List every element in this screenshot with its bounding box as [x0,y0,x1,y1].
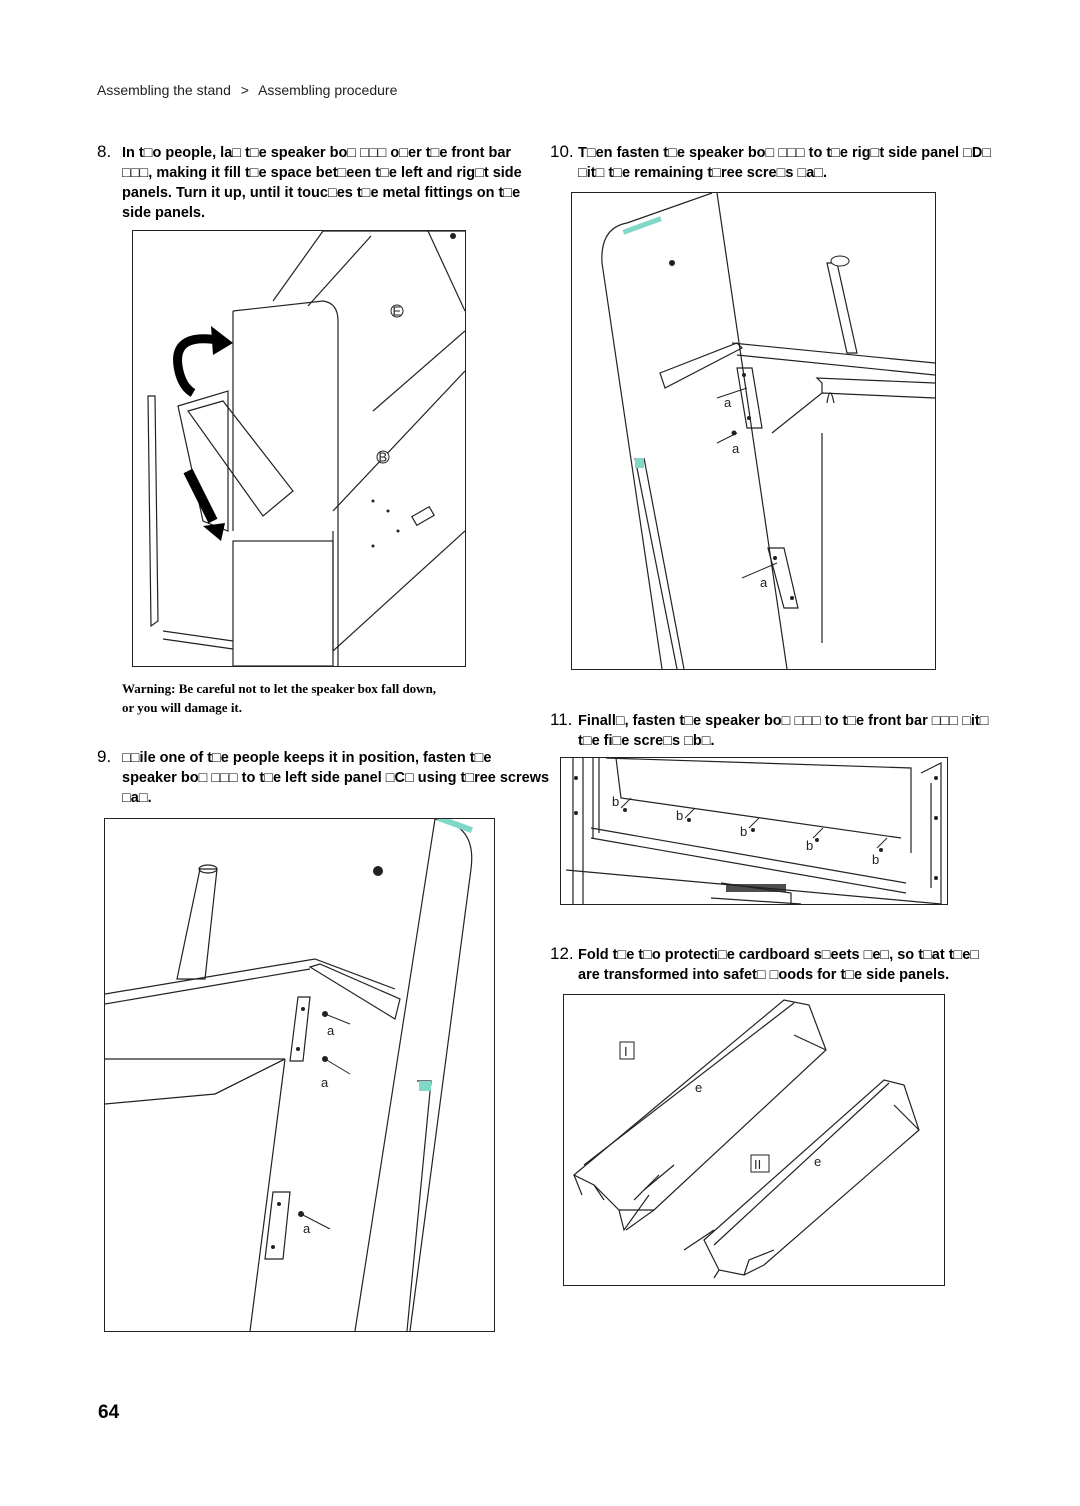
breadcrumb [97,82,403,98]
figure-step-9 [104,818,495,1332]
warning-line: or you will damage it. [122,700,243,715]
screw-label-a: a [303,1221,311,1236]
cardboard-label-e: e [814,1154,822,1169]
assembly-illustration [561,758,947,904]
breadcrumb-separator: > [240,82,249,98]
cardboard-label-i: I [624,1044,628,1059]
breadcrumb-section: Assembling the stand [97,82,231,98]
step-text-line: speaker bo□ □□□ to t□e left side panel □C□ using t□ree screws [122,770,550,786]
screw-label-a: a [321,1075,329,1090]
screw-label-b: b [806,838,814,853]
assembly-illustration [564,995,944,1285]
step-text-line: panels. Turn it up, until it touc□es t□e metal fittings on t□e [122,185,521,201]
step-number: 12. [550,944,574,963]
step-12 [550,944,980,985]
screw-label-b: b [676,808,684,823]
figure-step-8 [132,230,466,667]
warning-note [122,679,542,717]
assembly-illustration [572,193,935,669]
screw-label-b: b [612,794,620,809]
screw-label-a: a [732,441,740,456]
part-label-e: E [392,303,402,319]
step-text-line: Finall□, fasten t□e speaker bo□ □□□ to t□e front bar □□□ □it□ [578,713,989,729]
breadcrumb-current: Assembling procedure [258,82,398,98]
cardboard-label-e: e [695,1080,703,1095]
cardboard-label-ii: II [754,1157,762,1172]
figure-step-10 [571,192,936,670]
step-11 [550,710,989,751]
step-number: 8. [97,142,112,161]
screw-label-b: b [872,852,880,867]
screw-label-a: a [327,1023,335,1038]
step-text-line: side panels. [122,205,206,221]
figure-step-12 [563,994,945,1286]
screw-label-a: a [760,575,768,590]
step-text-line: □□□, making it fill t□e space bet□een t□e left and rig□t side [122,165,522,181]
assembly-illustration [133,231,465,666]
step-text-line: Fold t□e t□o protecti□e cardboard s□eets □e□, so t□at t□e□ [578,947,980,963]
step-10 [550,142,992,183]
step-text-line: T□en fasten t□e speaker bo□ □□□ to t□e rig□t side panel □D□ [578,145,992,161]
part-label-b: B [378,449,388,465]
warning-line: Warning: Be careful not to let the speaker box fall down, [122,681,437,696]
step-text-line: t□e fi□e scre□s □b□. [578,733,715,749]
step-8 [97,142,522,223]
step-number: 11. [550,710,573,729]
step-text-line: In t□o people, la□ t□e speaker bo□ □□□ o□er t□e front bar [122,145,512,161]
assembly-illustration [105,819,494,1331]
step-text-line: □it□ t□e remaining t□ree scre□s □a□. [578,165,828,181]
step-number-9: 9. [97,747,112,766]
figure-step-11 [560,757,948,905]
step-9 [122,748,562,808]
step-text-line: □a□. [122,790,152,806]
step-text-line: □□ile one of t□e people keeps it in position, fasten t□e [122,750,492,766]
step-text-line: are transformed into safet□ □oods for t□e side panels. [578,967,950,983]
screw-label-a: a [724,395,732,410]
page-number: 64 [98,1402,120,1423]
screw-label-b: b [740,824,748,839]
step-number: 10. [550,142,574,161]
